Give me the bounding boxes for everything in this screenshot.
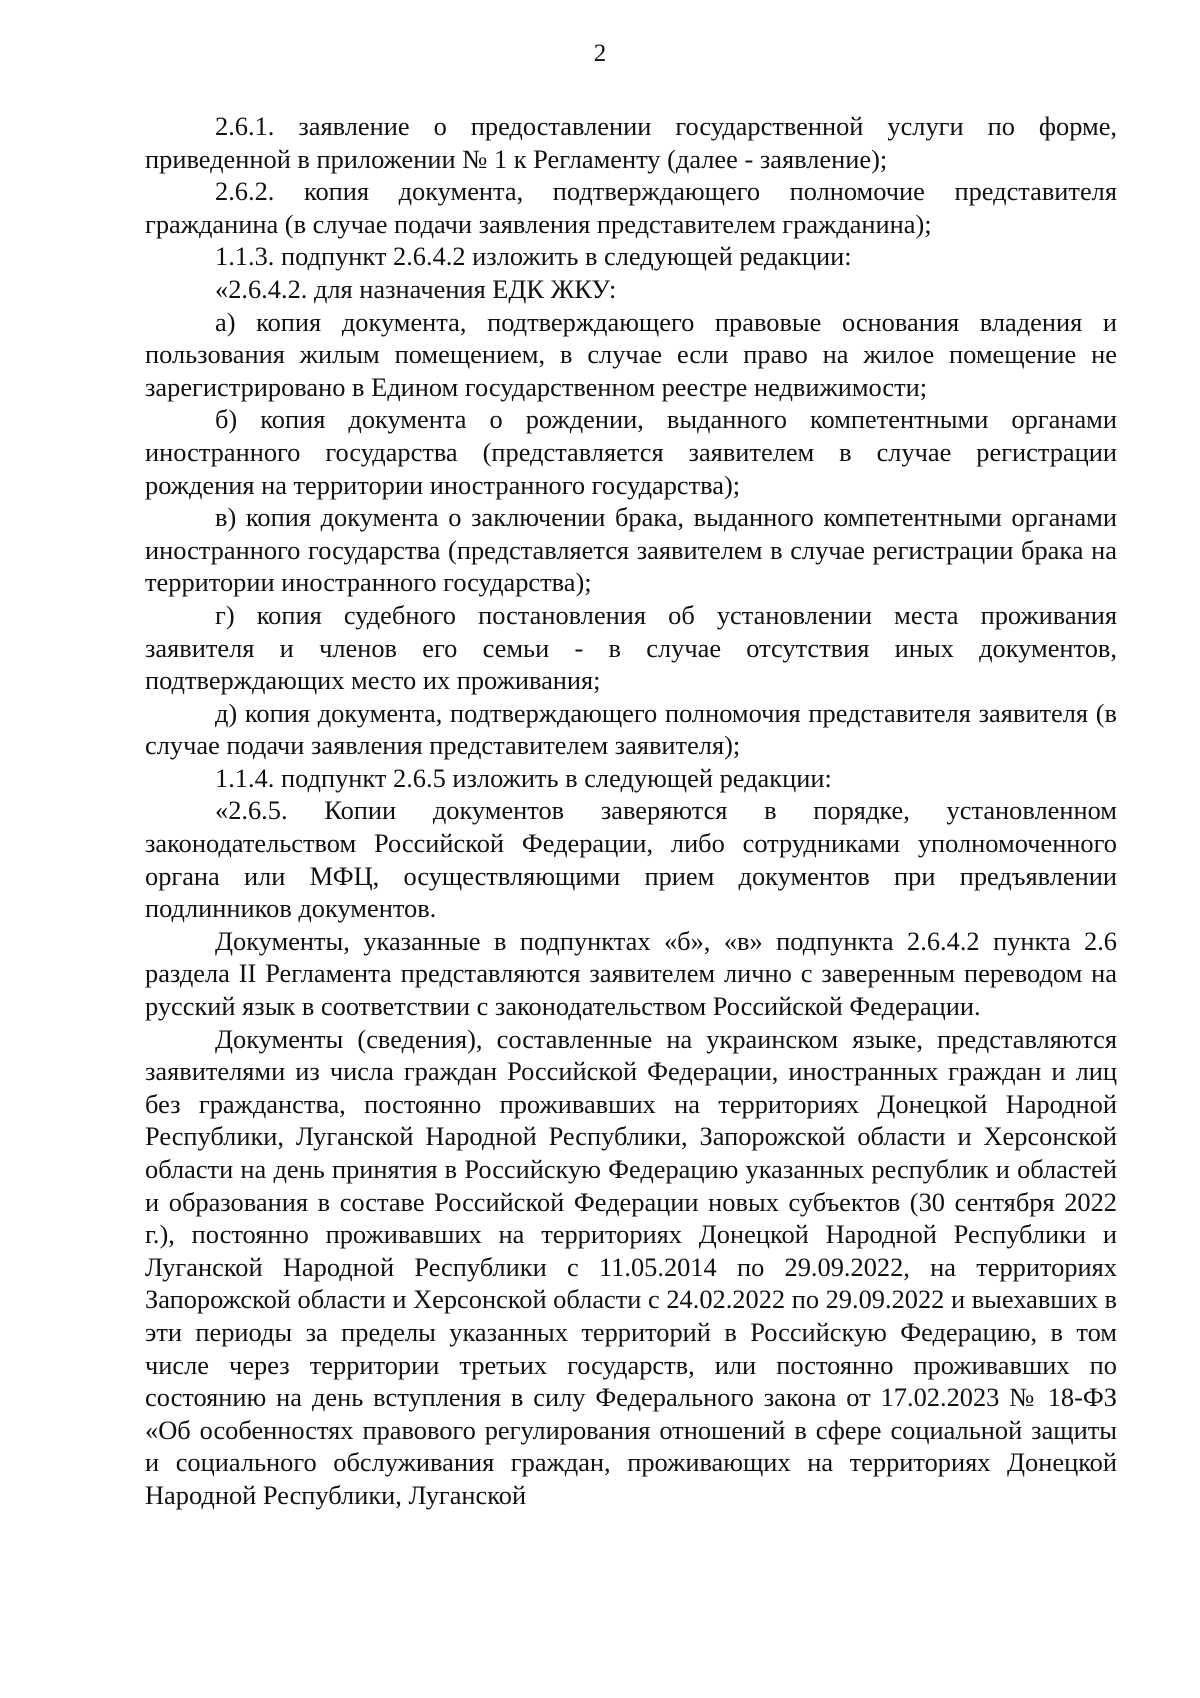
- paragraph-item-v: в) копия документа о заключении брака, выданного компетентными органами иностранного государства (представляется заявителем в случае регистрации брака на территории иностранного государства);: [145, 502, 1117, 598]
- paragraph-item-b: б) копия документа о рождении, выданного компетентными органами иностранного государства (представляется заявителем в случае регистрации рождения на территории иностранного государства);: [145, 404, 1117, 500]
- paragraph-2-6-5: «2.6.5. Копии документов заверяются в порядке, установленном законодательством Российской Федерации, либо сотрудниками уполномоченного органа или МФЦ, осуществляющими прием документов при предъявлении подлинников документов.: [145, 795, 1117, 924]
- page-number: 2: [593, 40, 607, 67]
- paragraph-2-6-2: 2.6.2. копия документа, подтверждающего полномочие представителя гражданина (в случае подачи заявления представителем гражданина);: [145, 176, 1117, 239]
- paragraph-ukrainian-documents: Документы (сведения), составленные на украинском языке, представляются заявителями из числа граждан Российской Федерации, иностранных граждан и лиц без гражданства, постоянно проживавших на территориях Донецкой Народной Республики, Луганской Народной Республики, Запорожской области и Херсонской области на день принятия в Российскую Федерацию указанных республик и областей и образования в составе Российской Федерации новых субъектов (30 сентября 2022 г.), постоянно проживавших на территориях Донецкой Народной Республики и Луганской Народной Республики с 11.05.2014 по 29.09.2022, на территориях Запорожской области и Херсонской области с 24.02.2022 по 29.09.2022 и выехавших в эти периоды за пределы указанных территорий в Российскую Федерацию, в том числе через территории третьих государств, или постоянно проживавших по состоянию на день вступления в силу Федерального закона от 17.02.2023 № 18-ФЗ «Об особенностях правового регулирования отношений в сфере социальной защиты и социального обслуживания граждан, проживающих на территориях Донецкой Народной Республики, Луганской: [145, 1023, 1117, 1510]
- paragraph-2-6-1: 2.6.1. заявление о предоставлении государственной услуги по форме, приведенной в приложении № 1 к Регламенту (далее - заявление);: [145, 111, 1117, 174]
- paragraph-1-1-4: 1.1.4. подпункт 2.6.5 изложить в следующей редакции:: [215, 762, 832, 793]
- paragraph-2-6-4-2: «2.6.4.2. для назначения ЕДК ЖКУ:: [215, 273, 617, 304]
- paragraph-1-1-3: 1.1.3. подпункт 2.6.4.2 изложить в следующей редакции:: [215, 241, 852, 272]
- paragraph-item-a: а) копия документа, подтверждающего правовые основания владения и пользования жилым помещением, в случае если право на жилое помещение не зарегистрировано в Едином государственном реестре недвижимости;: [145, 306, 1117, 402]
- paragraph-item-d: д) копия документа, подтверждающего полномочия представителя заявителя (в случае подачи заявления представителем заявителя);: [145, 697, 1117, 761]
- paragraph-translation: Документы, указанные в подпунктах «б», «в» подпункта 2.6.4.2 пункта 2.6 раздела II Регламента представляются заявителем лично с заверенным переводом на русский язык в соответствии с законодательством Российской Федерации.: [145, 925, 1117, 1022]
- paragraph-item-g: г) копия судебного постановления об установлении места проживания заявителя и членов его семьи - в случае отсутствия иных документов, подтверждающих место их проживания;: [145, 599, 1117, 696]
- document-body: [145, 110, 1117, 1512]
